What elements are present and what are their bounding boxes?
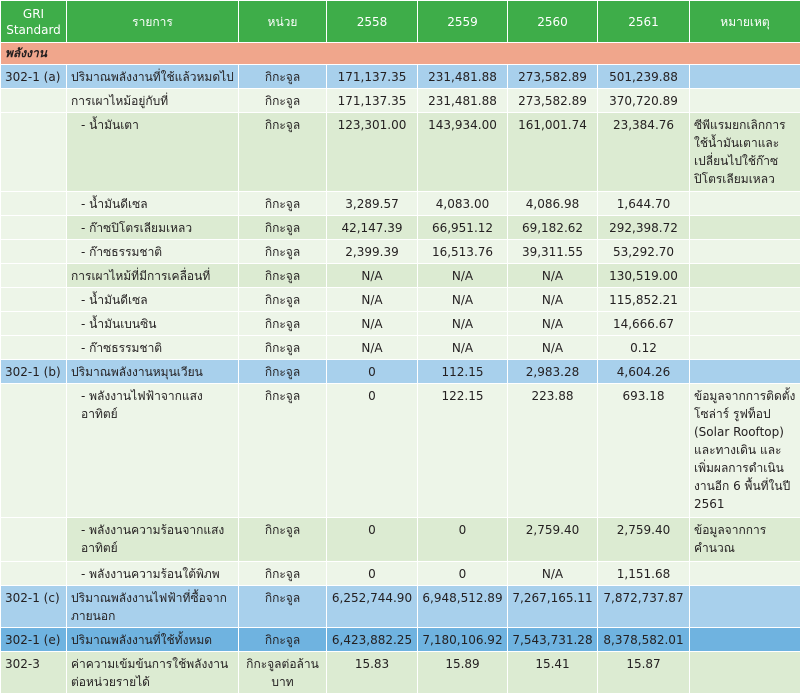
value-2559: 112.15 (418, 360, 508, 384)
value-2559: 231,481.88 (418, 89, 508, 113)
table-row (1, 312, 800, 336)
value-2559: N/A (418, 288, 508, 312)
unit-cell: กิกะจูล (239, 113, 327, 192)
unit-cell: กิกะจูล (239, 336, 327, 360)
item-label: - พลังงานไฟฟ้าจากแสงอาทิตย์ (67, 384, 239, 518)
value-2560: 2,983.28 (508, 360, 598, 384)
unit-cell: กิกะจูล (239, 562, 327, 586)
unit-cell: กิกะจูล (239, 518, 327, 562)
value-2561: 4,604.26 (598, 360, 690, 384)
value-2558: 2,399.39 (327, 240, 418, 264)
value-2558: 3,289.57 (327, 192, 418, 216)
item-label: - พลังงานความร้อนจากแสงอาทิตย์ (67, 518, 239, 562)
value-2560: 273,582.89 (508, 89, 598, 113)
value-2559: 122.15 (418, 384, 508, 518)
value-2560: 2,759.40 (508, 518, 598, 562)
section-row (1, 43, 800, 65)
unit-cell: กิกะจูล (239, 65, 327, 89)
value-2559: 0 (418, 562, 508, 586)
header-2561: 2561 (598, 1, 690, 43)
value-2561: 23,384.76 (598, 113, 690, 192)
gri-code (1, 562, 67, 586)
gri-code (1, 518, 67, 562)
gri-code (1, 336, 67, 360)
value-2558: 42,147.39 (327, 216, 418, 240)
unit-cell: กิกะจูล (239, 586, 327, 628)
table-row (1, 288, 800, 312)
value-2560: 4,086.98 (508, 192, 598, 216)
note-cell (690, 312, 800, 336)
unit-cell: กิกะจูล (239, 89, 327, 113)
value-2559: N/A (418, 264, 508, 288)
item-label: - น้ำมันเบนซิน (67, 312, 239, 336)
table-row (1, 360, 800, 384)
item-label: - น้ำมันเตา (67, 113, 239, 192)
header-item: รายการ (67, 1, 239, 43)
item-label: การเผาไหม้ที่มีการเคลื่อนที่ (67, 264, 239, 288)
unit-cell: กิกะจูล (239, 312, 327, 336)
note-cell (690, 65, 800, 89)
value-2561: 370,720.89 (598, 89, 690, 113)
note-cell (690, 216, 800, 240)
value-2561: 53,292.70 (598, 240, 690, 264)
value-2559: 231,481.88 (418, 65, 508, 89)
item-label: - ก๊าซธรรมชาติ (67, 336, 239, 360)
value-2561: 1,151.68 (598, 562, 690, 586)
value-2561: 130,519.00 (598, 264, 690, 288)
value-2561: 14,666.67 (598, 312, 690, 336)
value-2560: 69,182.62 (508, 216, 598, 240)
note-cell (690, 264, 800, 288)
item-label: ปริมาณพลังงานไฟฟ้าที่ซื้อจากภายนอก (67, 586, 239, 628)
header-2560: 2560 (508, 1, 598, 43)
table-row (1, 652, 800, 694)
table-row (1, 65, 800, 89)
note-cell (690, 89, 800, 113)
item-label: - น้ำมันดีเซล (67, 192, 239, 216)
value-2560: N/A (508, 264, 598, 288)
gri-code: 302-3 (1, 652, 67, 694)
value-2561: 115,852.21 (598, 288, 690, 312)
gri-code (1, 384, 67, 518)
unit-cell: กิกะจูล (239, 264, 327, 288)
value-2559: 6,948,512.89 (418, 586, 508, 628)
unit-cell: กิกะจูล (239, 288, 327, 312)
value-2558: 6,423,882.25 (327, 628, 418, 652)
value-2558: 171,137.35 (327, 89, 418, 113)
value-2561: 8,378,582.01 (598, 628, 690, 652)
unit-cell: กิกะจูล (239, 384, 327, 518)
value-2559: 143,934.00 (418, 113, 508, 192)
table-row (1, 216, 800, 240)
header-2559: 2559 (418, 1, 508, 43)
value-2559: 0 (418, 518, 508, 562)
gri-code (1, 312, 67, 336)
value-2559: 15.89 (418, 652, 508, 694)
note-cell (690, 586, 800, 628)
value-2558: 123,301.00 (327, 113, 418, 192)
header-row (1, 1, 800, 43)
value-2561: 2,759.40 (598, 518, 690, 562)
header-unit: หน่วย (239, 1, 327, 43)
value-2561: 1,644.70 (598, 192, 690, 216)
table-row (1, 264, 800, 288)
table-row (1, 192, 800, 216)
value-2560: N/A (508, 336, 598, 360)
item-label: - ก๊าซธรรมชาติ (67, 240, 239, 264)
note-cell (690, 360, 800, 384)
gri-code: 302-1 (e) (1, 628, 67, 652)
value-2561: 0.12 (598, 336, 690, 360)
header-gri: GRI Standard (1, 1, 67, 43)
value-2558: N/A (327, 288, 418, 312)
table-row (1, 384, 800, 518)
item-label: - น้ำมันดีเซล (67, 288, 239, 312)
gri-code (1, 288, 67, 312)
value-2560: 161,001.74 (508, 113, 598, 192)
value-2559: 7,180,106.92 (418, 628, 508, 652)
unit-cell: กิกะจูล (239, 192, 327, 216)
gri-code (1, 89, 67, 113)
gri-code: 302-1 (a) (1, 65, 67, 89)
value-2558: 171,137.35 (327, 65, 418, 89)
unit-cell: กิกะจูล (239, 216, 327, 240)
table-row (1, 586, 800, 628)
note-cell: ข้อมูลจากการติดตั้งโซล่าร์ รูฟท็อป (Solar Rooftop) และทางเดิน และเพิ่มผลการดำเนินงานอีก 6 พื้นที่ในปี 2561 (690, 384, 800, 518)
note-cell (690, 240, 800, 264)
value-2559: 66,951.12 (418, 216, 508, 240)
gri-code (1, 192, 67, 216)
value-2559: 4,083.00 (418, 192, 508, 216)
value-2561: 292,398.72 (598, 216, 690, 240)
unit-cell: กิกะจูล (239, 240, 327, 264)
value-2558: 6,252,744.90 (327, 586, 418, 628)
value-2560: 273,582.89 (508, 65, 598, 89)
table-row (1, 113, 800, 192)
value-2558: 0 (327, 384, 418, 518)
value-2560: 7,543,731.28 (508, 628, 598, 652)
note-cell (690, 628, 800, 652)
gri-code (1, 113, 67, 192)
unit-cell: กิกะจูล (239, 360, 327, 384)
note-cell (690, 336, 800, 360)
value-2560: 223.88 (508, 384, 598, 518)
note-cell: ซีพีแรมยกเลิกการใช้น้ำมันเตาและเปลี่ยนไปใช้ก๊าซปิโตรเลียมเหลว (690, 113, 800, 192)
value-2561: 15.87 (598, 652, 690, 694)
item-label: ค่าความเข้มข้นการใช้พลังงานต่อหน่วยรายได้ (67, 652, 239, 694)
value-2558: N/A (327, 264, 418, 288)
item-label: ปริมาณพลังงานหมุนเวียน (67, 360, 239, 384)
value-2559: N/A (418, 336, 508, 360)
table-row (1, 336, 800, 360)
item-label: ปริมาณพลังงานที่ใช้ทั้งหมด (67, 628, 239, 652)
table-row (1, 518, 800, 562)
item-label: ปริมาณพลังงานที่ใช้แล้วหมดไป (67, 65, 239, 89)
value-2560: N/A (508, 288, 598, 312)
value-2558: 15.83 (327, 652, 418, 694)
header-note: หมายเหตุ (690, 1, 800, 43)
value-2559: N/A (418, 312, 508, 336)
table-row (1, 89, 800, 113)
gri-code: 302-1 (c) (1, 586, 67, 628)
gri-code (1, 216, 67, 240)
value-2561: 7,872,737.87 (598, 586, 690, 628)
note-cell (690, 562, 800, 586)
value-2558: 0 (327, 518, 418, 562)
value-2558: N/A (327, 312, 418, 336)
value-2558: 0 (327, 562, 418, 586)
header-2558: 2558 (327, 1, 418, 43)
value-2558: N/A (327, 336, 418, 360)
item-label: - ก๊าซปิโตรเลียมเหลว (67, 216, 239, 240)
table-row (1, 562, 800, 586)
value-2560: 7,267,165.11 (508, 586, 598, 628)
note-cell (690, 652, 800, 694)
value-2561: 693.18 (598, 384, 690, 518)
item-label: การเผาไหม้อยู่กับที่ (67, 89, 239, 113)
value-2558: 0 (327, 360, 418, 384)
value-2560: 39,311.55 (508, 240, 598, 264)
gri-code (1, 240, 67, 264)
table-row (1, 240, 800, 264)
value-2561: 501,239.88 (598, 65, 690, 89)
unit-cell: กิกะจูลต่อล้านบาท (239, 652, 327, 694)
table-row (1, 628, 800, 652)
value-2560: 15.41 (508, 652, 598, 694)
value-2560: N/A (508, 562, 598, 586)
value-2559: 16,513.76 (418, 240, 508, 264)
note-cell (690, 288, 800, 312)
value-2560: N/A (508, 312, 598, 336)
note-cell: ข้อมูลจากการคำนวณ (690, 518, 800, 562)
gri-code (1, 264, 67, 288)
item-label: - พลังงานความร้อนใต้พิภพ (67, 562, 239, 586)
section-title: พลังงาน (1, 43, 800, 65)
unit-cell: กิกะจูล (239, 628, 327, 652)
note-cell (690, 192, 800, 216)
gri-code: 302-1 (b) (1, 360, 67, 384)
